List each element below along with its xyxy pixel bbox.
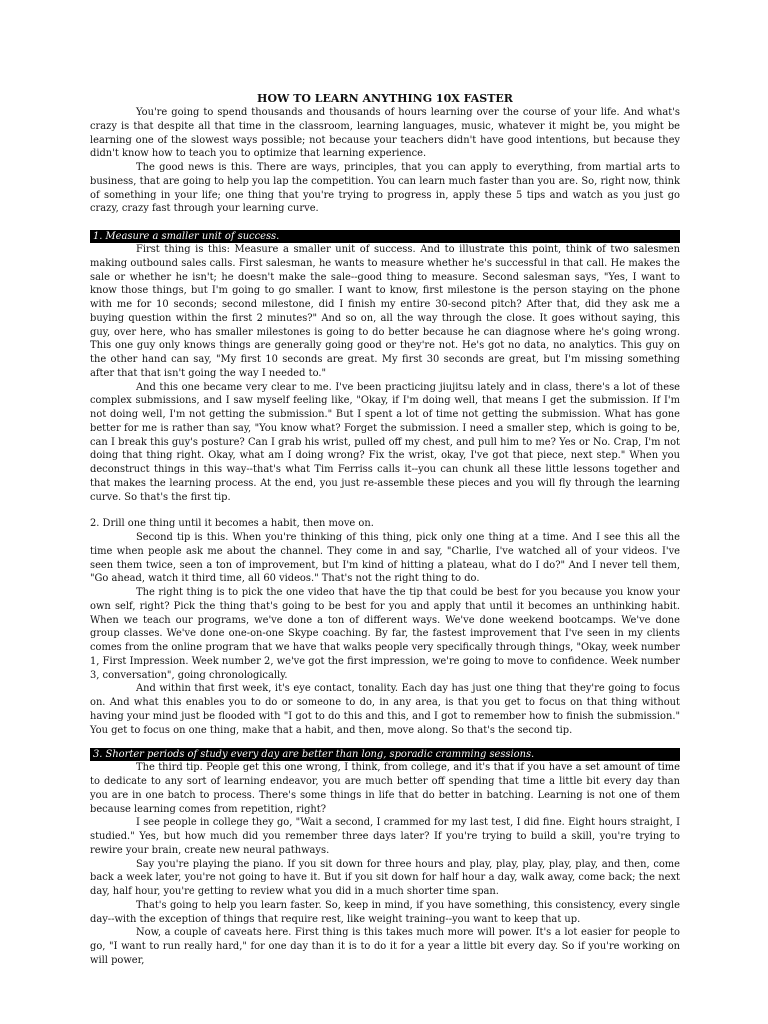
section-3-paragraph-4: That's going to help you learn faster. So, keep in mind, if you have something, this consistency, every single day--with the exception of things that require rest, like weight training--you want to keep that up. bbox=[90, 899, 680, 925]
section-2-paragraph-2: The right thing is to pick the one video that have the tip that could be best for you because you know your own self, right? Pick the thing that's going to be best for you and apply that until it becomes an unthinking habit. When we teach our programs, we've done a ton of different ways. We've done weekend bootcamps. We've done group classes. We've done one-on-one Skype coaching. By far, the fastest improvement that I've seen in my clients comes from the online program that we have that walks people very specifically through things, "Okay, week number 1, First Impression. Week number 2, we've got the first impression, we're going to move to confidence. Week number 3, conversation", going chronologically. bbox=[90, 587, 680, 681]
section-3-paragraph-3: Say you're playing the piano. If you sit down for three hours and play, play, play, play, play, and then, come back a week later, you're not going to have it. But if you sit down for half hour a day, walk away, come back; the next day, half hour, you're getting to review what you did in a much shorter time span. bbox=[90, 858, 680, 897]
intro-paragraph-2: The good news is this. There are ways, principles, that you can apply to everything, from martial arts to business, that are going to help you lap the competition. You can learn much faster than you are. So, right now, think of something in your life; one thing that you're trying to progress in, apply these 5 tips and watch as you just go crazy, crazy fast through your learning curve. bbox=[90, 162, 680, 215]
section-1-paragraph-1: First thing is this: Measure a smaller unit of success. And to illustrate this point, think of two salesmen making outbound sales calls. First salesman, he wants to measure whether he's successful in that call. He makes the sale or whether he isn't; he doesn't make the sale--good thing to measure. Second salesman says, "Yes, I want to know those things, but I'm going to go smaller. I want to know, first milestone is the person staying on the phone with me for 10 seconds; second milestone, did I finish my entire 30-second pitch? After that, did they ask me a buying question within the first 2 minutes?" And so on, all the way through the close. It goes without saying, this guy, over here, who has smaller milestones is going to do better because he can diagnose where he's going wrong. This one guy only knows things are generally going good or they're not. He's got no data, no analytics. This guy on the other hand can say, "My first 10 seconds are great. My first 30 seconds are great, but I'm missing something after that that isn't going the way I needed to." bbox=[90, 244, 680, 379]
section-2-paragraph-1: Second tip is this. When you're thinking of this thing, pick only one thing at a time. And I see this all the time when people ask me about the channel. They come in and say, "Charlie, I've watched all of your videos. I've seen them twice, seen a ton of improvement, but I'm kind of hitting a plateau, what do I do?" And I never tell them, "Go ahead, watch it third time, all 60 videos." That's not the right thing to do. bbox=[90, 532, 680, 585]
section-2-paragraph-3: And within that first week, it's eye contact, tonality. Each day has just one thing that they're going to focus on. And what this enables you to do or someone to do, in any area, is that you get to focus on that thing without having your mind just be flooded with "I got to do this and this, and I got to remember how to finish the submission." You get to focus on one thing, make that a habit, and then, move along. So that's the second tip. bbox=[90, 683, 680, 736]
intro-paragraph-1: You're going to spend thousands and thousands of hours learning over the course of your life. And what's crazy is that despite all that time in the classroom, learning languages, music, whatever it might be, you might be learning one of the slowest ways possible; not because your teachers didn't have good intentions, but because they didn't know how to teach you to optimize that learning experience. bbox=[90, 107, 680, 160]
section-2-heading: 2. Drill one thing until it becomes a habit, then move on. bbox=[90, 518, 374, 530]
section-3-paragraph-1: The third tip. People get this one wrong, I think, from college, and it's that if you have a set amount of time to dedicate to any sort of learning endeavor, you are much better off spending that time a little bit every day than you are in one batch to process. There's some things in life that do better in batching. Learning is not one of them because learning comes from repetition, right? bbox=[90, 762, 680, 815]
section-3-paragraph-2: I see people in college they go, "Wait a second, I crammed for my last test, I did fine. Eight hours straight, I studied." Yes, but how much did you remember three days later? If you're trying to build a skill, you're trying to rewire your brain, create new neural pathways. bbox=[90, 817, 680, 856]
section-3-paragraph-5: Now, a couple of caveats here. First thing is this takes much more will power. It's a lot easier for people to go, "I want to run really hard," for one day than it is to do it for a year a little bit every day. So if you're working on will power, bbox=[90, 927, 680, 966]
document-page bbox=[90, 92, 680, 968]
section-3-heading: 3. Shorter periods of study every day are better than long, sporadic cramming sessions. bbox=[90, 748, 680, 761]
section-1-paragraph-2: And this one became very clear to me. I've been practicing jiujitsu lately and in class, there's a lot of these complex submissions, and I saw myself feeling like, "Okay, if I'm doing well, that means I get the submission. If I'm not doing well, I'm not getting the submission." But I spent a lot of time not getting the submission. What has gone better for me is rather than say, "You know what? Forget the submission. I need a smaller step, which is going to be, can I break this guy's posture? Can I grab his wrist, pulled off my chest, and pull him to me? Yes or No. Crap, I'm not doing that thing right. Okay, what am I doing wrong? Fix the wrist, okay, I've got that piece, next step." When you deconstruct things in this way--that's what Tim Ferriss calls it--you can chunk all these little lessons together and that makes the learning process. At the end, you just re-assemble these pieces and you will fly through the learning curve. So that's the first tip. bbox=[90, 381, 680, 503]
section-1-heading: 1. Measure a smaller unit of success. bbox=[90, 230, 680, 243]
document-title: HOW TO LEARN ANYTHING 10X FASTER bbox=[257, 92, 513, 105]
